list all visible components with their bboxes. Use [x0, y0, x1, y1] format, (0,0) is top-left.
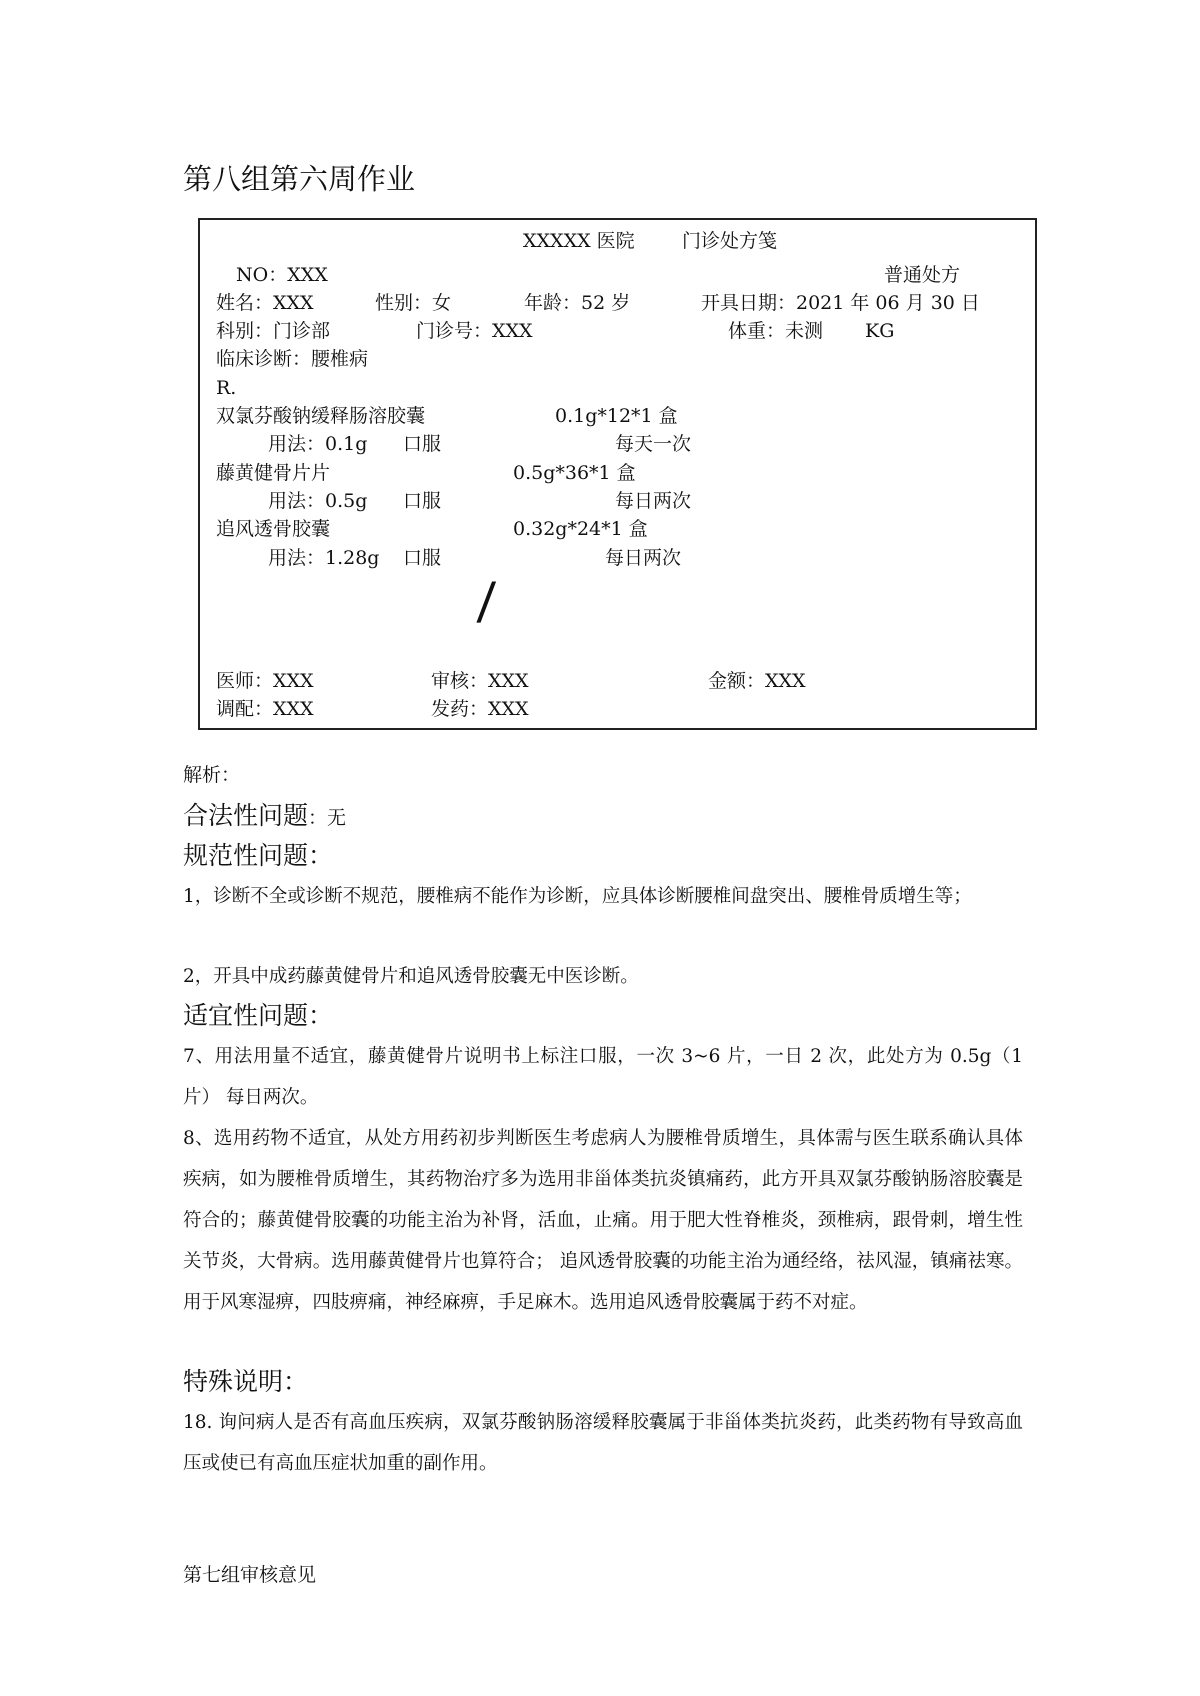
end-slash-mark: /: [475, 572, 497, 630]
drug-frequency: 每日两次: [605, 547, 682, 569]
form-title: 门诊处方笺: [682, 230, 778, 252]
prescription-type: 普通处方: [884, 264, 961, 286]
norm-heading: 规范性问题：: [183, 841, 334, 870]
list-item: 7、用法用量不适宜，藤黄健骨片说明书上标注口服，一次 3~6 片，一日 2 次，此处方为 0.5g（1 片） 每日两次。: [183, 1046, 1023, 1108]
clinical-diagnosis: 临床诊断：腰椎病: [216, 348, 369, 370]
dispenser: 调配：XXX: [216, 698, 314, 720]
legality-title: 合法性问题: [183, 801, 309, 830]
drug-spec: 0.32g*24*1 盒: [513, 518, 648, 540]
drug-route: 口服: [403, 433, 442, 455]
list-item: 2，开具中成药藤黄健骨片和追风透骨胶囊无中医诊断。: [183, 966, 639, 987]
legality-heading: [183, 796, 346, 832]
rx-symbol: R.: [216, 377, 237, 399]
doctor: 医师：XXX: [216, 670, 314, 692]
list-item: 1，诊断不全或诊断不规范，腰椎病不能作为诊断，应具体诊断腰椎间盘突出、腰椎骨质增生等；: [183, 886, 972, 907]
patient-age: 年龄：52 岁: [524, 292, 631, 314]
drug-spec: 0.1g*12*1 盒: [555, 405, 678, 427]
amount: 金额：XXX: [708, 670, 806, 692]
patient-name: 姓名：XXX: [216, 292, 314, 314]
suitability-heading: 适宜性问题：: [183, 1001, 334, 1030]
drug-route: 口服: [403, 490, 442, 512]
list-item: 8、选用药物不适宜，从处方用药初步判断医生考虑病人为腰椎骨质增生，具体需与医生联系确认具体疾病，如为腰椎骨质增生，其药物治疗多为选用非甾体类抗炎镇痛药，此方开具双氯芬酸钠肠溶胶囊是符合的；藤黄健骨胶囊的功能主治为补肾，活血，止痛。用于肥大性脊椎炎，颈椎病，跟骨刺，增生性关节炎，大骨病。选用藤黄健骨片也算符合； 追风透骨胶囊的功能主治为通经络，祛风湿，镇痛祛寒。用于风寒湿痹，四肢痹痛，神经麻痹，手足麻木。选用追风透骨胶囊属于药不对症。: [183, 1128, 1023, 1313]
clinic-number: 门诊号：XXX: [416, 320, 533, 342]
hospital-name: XXXXX 医院: [523, 230, 635, 252]
drug-name: 追风透骨胶囊: [216, 518, 331, 540]
drug-usage: 用法：1.28g: [268, 547, 380, 569]
review-opinion-heading: 第七组审核意见: [183, 1564, 317, 1586]
legality-value: ：无: [308, 807, 347, 829]
analysis-label: 解析：: [183, 764, 241, 786]
prescription-no: NO：XXX: [236, 264, 328, 286]
reviewer: 审核：XXX: [431, 670, 529, 692]
patient-weight: 体重：未测: [728, 320, 824, 342]
department: 科别：门诊部: [216, 320, 331, 342]
weight-unit: KG: [865, 320, 895, 342]
drug-usage: 用法：0.5g: [268, 490, 368, 512]
drug-frequency: 每日两次: [615, 490, 692, 512]
drug-spec: 0.5g*36*1 盒: [513, 462, 636, 484]
issuer: 发药：XXX: [431, 698, 529, 720]
issue-date: 开具日期：2021 年 06 月 30 日: [701, 292, 980, 314]
drug-frequency: 每天一次: [615, 433, 692, 455]
drug-usage: 用法：0.1g: [268, 433, 368, 455]
drug-route: 口服: [403, 547, 442, 569]
drug-name: 藤黄健骨片片: [216, 462, 331, 484]
page-title: 第八组第六周作业: [183, 162, 416, 196]
patient-gender: 性别：女: [375, 292, 452, 314]
list-item: 18. 询问病人是否有高血压疾病，双氯芬酸钠肠溶缓释胶囊属于非甾体类抗炎药，此类药物有导致高血压或使已有高血压症状加重的副作用。: [183, 1412, 1023, 1474]
special-heading: 特殊说明：: [183, 1367, 309, 1396]
drug-name: 双氯芬酸钠缓释肠溶胶囊: [216, 405, 426, 427]
